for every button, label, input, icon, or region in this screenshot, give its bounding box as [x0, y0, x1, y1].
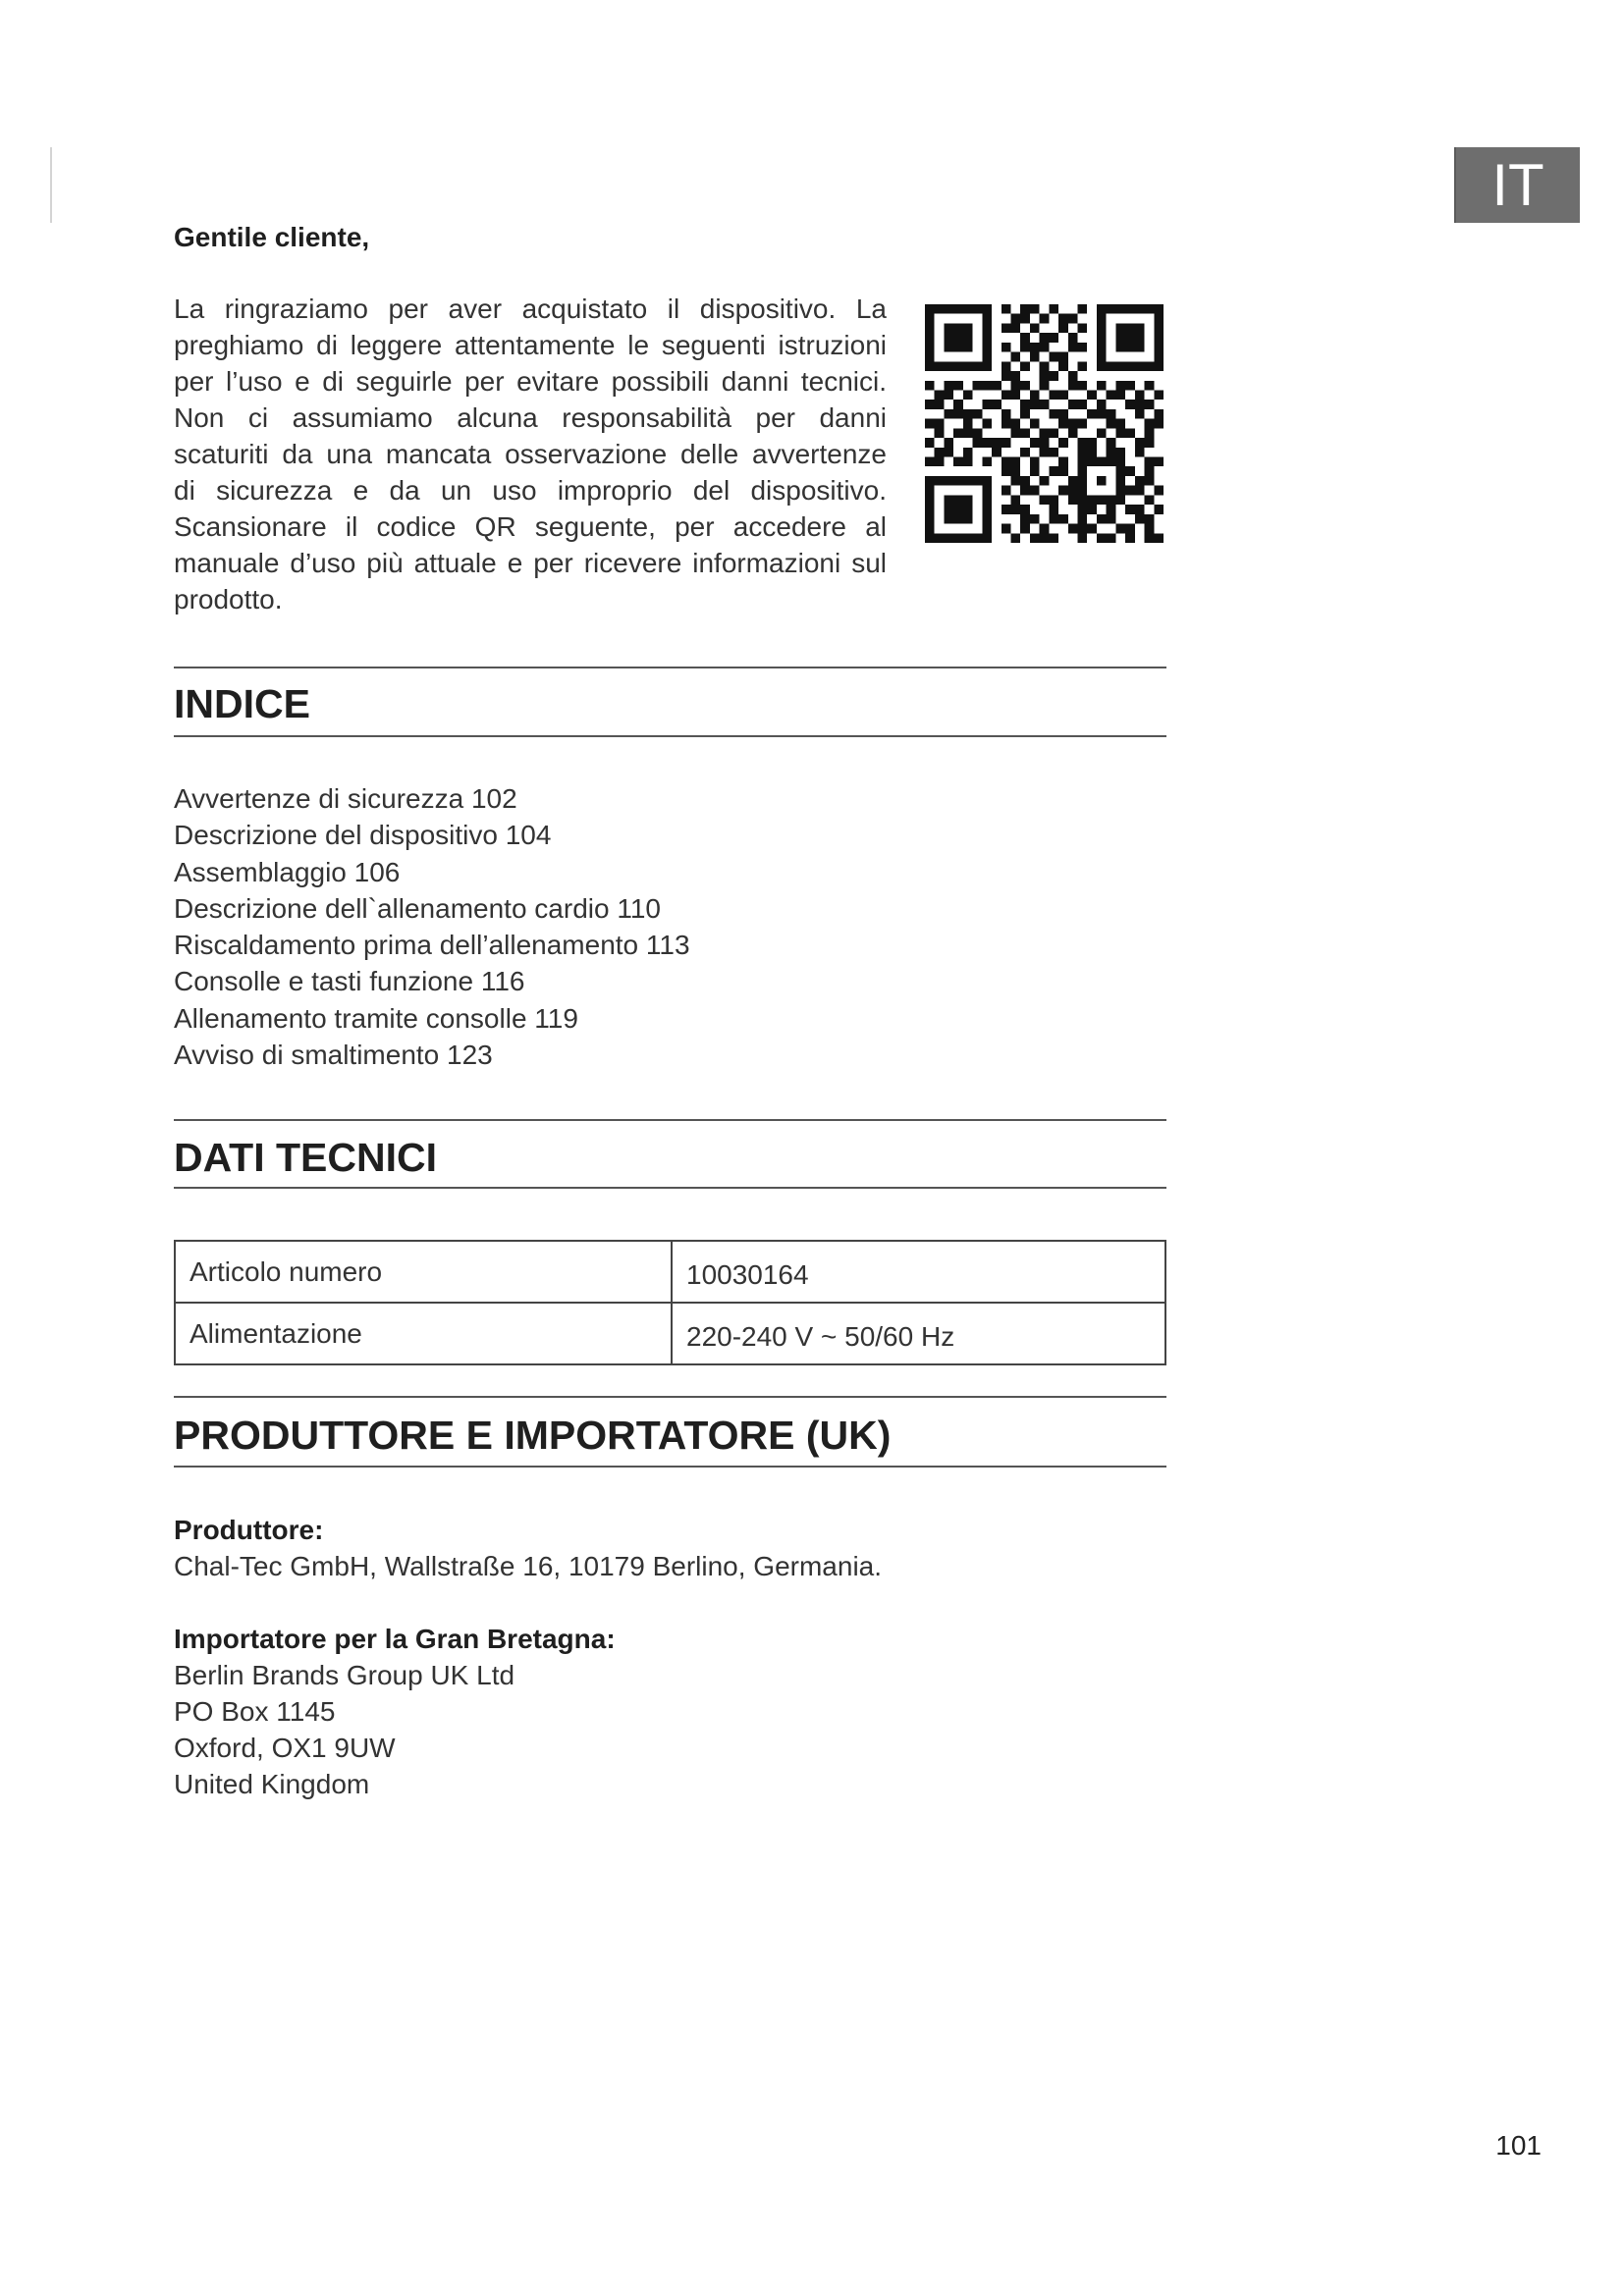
section-rule-bottom [174, 1466, 1166, 1468]
producer-address: Chal-Tec GmbH, Wallstraße 16, 10179 Berlino, Germania. [174, 1551, 883, 1581]
spacer [174, 1584, 882, 1621]
toc-item: Avvertenze di sicurezza 102 [174, 783, 517, 814]
table-row [175, 1303, 1165, 1364]
importer-address-line: United Kingdom [174, 1769, 370, 1799]
section-rule-top [174, 1119, 1166, 1121]
intro-line: scaturiti da una mancata osservazione delle avvertenze [174, 439, 887, 469]
specs-title: DATI TECNICI [174, 1135, 438, 1180]
section-rule-top [174, 1396, 1166, 1398]
intro-line: Scansionare il codice QR seguente, per accedere al [174, 511, 887, 542]
qr-pattern [925, 304, 1164, 543]
greeting: Gentile cliente, [174, 222, 370, 252]
index-title: INDICE [174, 681, 310, 726]
page-number: 101 [1495, 2130, 1542, 2161]
importer-address-line: Berlin Brands Group UK Ltd [174, 1660, 515, 1690]
toc-item: Consolle e tasti funzione 116 [174, 966, 525, 997]
toc-item: Allenamento tramite consolle 119 [174, 1002, 578, 1034]
qr-code-icon [925, 304, 1164, 543]
importer-label: Importatore per la Gran Bretagna: [174, 1624, 616, 1654]
spec-label: Articolo numero [175, 1241, 672, 1303]
specs-table [174, 1240, 1166, 1365]
importer-address-line: Oxford, OX1 9UW [174, 1733, 396, 1763]
toc-item: Avviso di smaltimento 123 [174, 1040, 493, 1071]
section-rule-bottom [174, 735, 1166, 737]
intro-line: prodotto. [174, 584, 283, 614]
spec-value: 10030164 [672, 1241, 1165, 1303]
intro-line: per l’uso e di seguirle per evitare possibili danni tecnici. [174, 366, 887, 397]
manufacturer-block [174, 1512, 882, 1802]
intro-paragraph [174, 291, 887, 617]
table-of-contents [174, 780, 690, 1073]
importer-address-line: PO Box 1145 [174, 1696, 336, 1727]
intro-line: manuale d’uso più attuale e per ricevere informazioni sul [174, 548, 887, 578]
toc-item: Descrizione del dispositivo 104 [174, 820, 552, 851]
producer-label: Produttore: [174, 1515, 324, 1545]
table-row [175, 1241, 1165, 1303]
section-rule-bottom [174, 1187, 1166, 1189]
language-tab: IT [1454, 147, 1580, 223]
section-rule-top [174, 667, 1166, 668]
toc-item: Assemblaggio 106 [174, 856, 401, 887]
spec-value: 220-240 V ~ 50/60 Hz [672, 1303, 1165, 1364]
toc-item: Riscaldamento prima dell’allenamento 113 [174, 930, 690, 961]
intro-line: preghiamo di leggere attentamente le seguenti istruzioni [174, 330, 887, 360]
intro-line: di sicurezza e da un uso improprio del dispositivo. [174, 475, 887, 506]
side-divider [50, 147, 52, 223]
intro-line: Non ci assumiamo alcuna responsabilità per danni [174, 402, 887, 433]
intro-line: La ringraziamo per aver acquistato il dispositivo. La [174, 294, 887, 324]
manufacturer-title: PRODUTTORE E IMPORTATORE (UK) [174, 1413, 892, 1458]
toc-item: Descrizione dell`allenamento cardio 110 [174, 892, 661, 924]
spec-label: Alimentazione [175, 1303, 672, 1364]
